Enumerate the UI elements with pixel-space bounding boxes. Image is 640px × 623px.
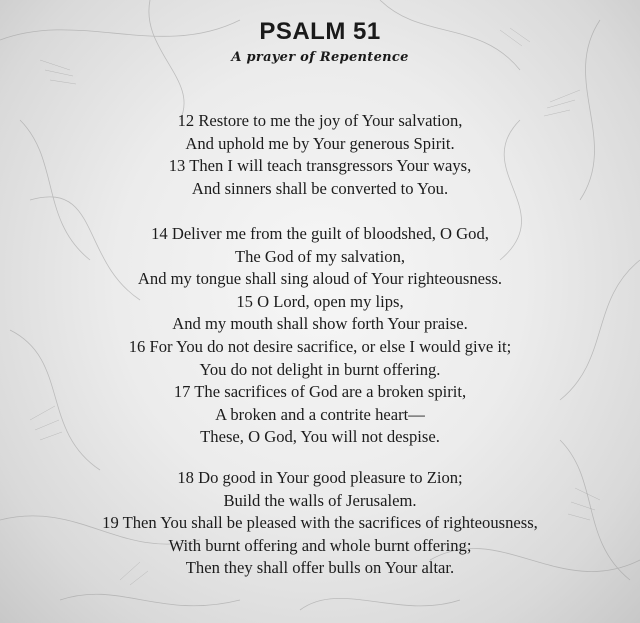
verse-line: 17 The sacrifices of God are a broken spirit, xyxy=(173,382,467,402)
page-subtitle: A prayer of Repentence xyxy=(231,50,409,65)
verse-line: 15 O Lord, open my lips, xyxy=(236,291,404,311)
verse-line: 13 Then I will teach transgressors Your ways, xyxy=(168,156,472,176)
verse-line: A broken and a contrite heart— xyxy=(215,404,425,424)
verse-line: The God of my salvation, xyxy=(234,246,406,266)
stanza-3 xyxy=(0,467,640,580)
verse-line: And my mouth shall show forth Your praise. xyxy=(172,314,468,334)
verse-line: Build the walls of Jerusalem. xyxy=(223,490,417,510)
verse-line: 16 For You do not desire sacrifice, or else I would give it; xyxy=(128,336,512,356)
page-title: PSALM 51 xyxy=(259,18,381,45)
verse-line: 18 Do good in Your good pleasure to Zion; xyxy=(177,468,463,487)
verse-line: With burnt offering and whole burnt offering; xyxy=(168,535,472,555)
verse-line: And sinners shall be converted to You. xyxy=(191,178,449,198)
verse-line: You do not delight in burnt offering. xyxy=(199,359,441,379)
verse-line: 12 Restore to me the joy of Your salvation, xyxy=(177,111,463,130)
stanza-1 xyxy=(0,110,640,200)
verse-line: 14 Deliver me from the guilt of bloodshed, O God, xyxy=(151,224,489,243)
stanza-2 xyxy=(0,223,640,449)
verse-line: And my tongue shall sing aloud of Your righteousness. xyxy=(137,269,503,289)
verse-line: And uphold me by Your generous Spirit. xyxy=(185,133,455,153)
verse-line: These, O God, You will not despise. xyxy=(200,427,440,447)
verse-line: 19 Then You shall be pleased with the sacrifices of righteousness, xyxy=(102,513,538,533)
verse-line: Then they shall offer bulls on Your altar. xyxy=(185,558,455,578)
